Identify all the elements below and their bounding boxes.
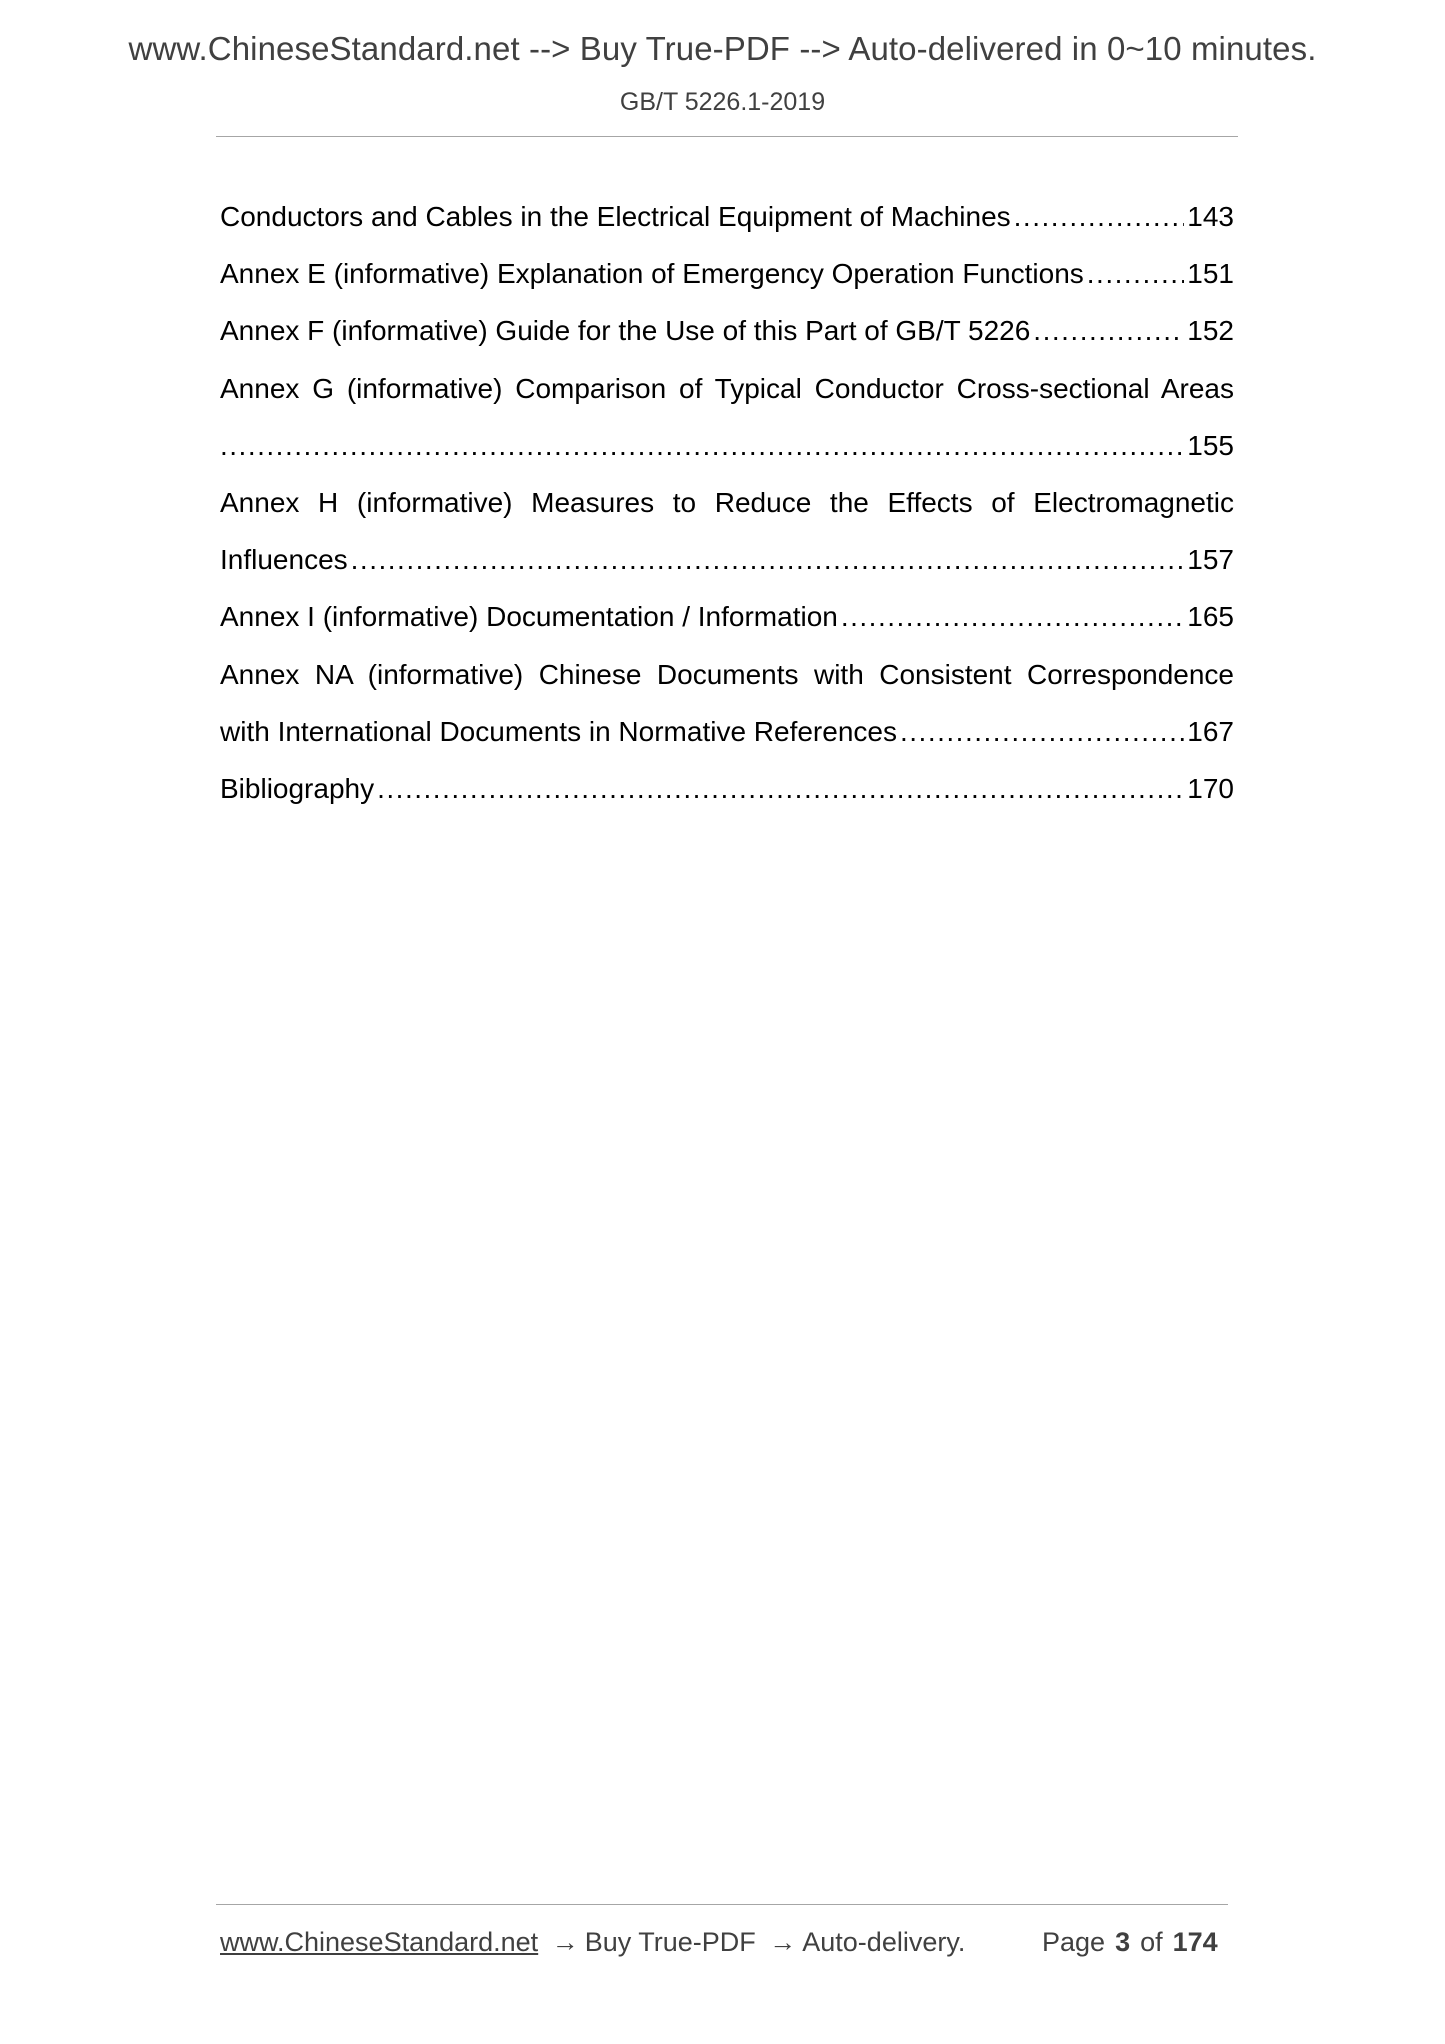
page-of: of: [1140, 1927, 1163, 1957]
toc-entry-title: Annex F (informative) Guide for the Use of this Part of GB/T 5226: [220, 315, 1031, 347]
toc-dot-leader: [841, 588, 1184, 645]
footer: [220, 1927, 1232, 1958]
arrow-right-icon: →: [769, 1927, 797, 1957]
toc-entry-title: Influences: [220, 544, 348, 576]
toc-page-number: 151: [1187, 258, 1234, 290]
toc-entry[interactable]: [220, 360, 1234, 474]
toc-entry-title-line: Annex G (informative) Comparison of Typical Conductor Cross-sectional Areas: [220, 372, 1234, 404]
toc-entry-line: [220, 245, 1234, 302]
toc-entry-title: with International Documents in Normative References: [220, 715, 897, 747]
toc-entry[interactable]: [220, 646, 1234, 760]
toc-entry-title: Annex I (informative) Documentation / Information: [220, 601, 838, 633]
page-current: 3: [1115, 1927, 1131, 1957]
page-indicator: [1042, 1927, 1228, 1958]
toc-entry[interactable]: [220, 760, 1234, 817]
standard-number: GB/T 5226.1-2019: [619, 88, 826, 116]
footer-site-link[interactable]: www.ChineseStandard.net: [220, 1927, 539, 1957]
header-divider: [216, 136, 1238, 137]
toc-dot-leader: [351, 531, 1185, 588]
page-total: 174: [1172, 1927, 1218, 1957]
toc-entry-line: [220, 588, 1234, 645]
toc-dot-leader: [1087, 245, 1185, 302]
page-label: Page: [1042, 1927, 1106, 1957]
toc-entry[interactable]: [220, 188, 1234, 245]
toc-entry-line: [220, 188, 1234, 245]
toc-entry-line: [220, 531, 1234, 588]
toc-dot-leader: [220, 417, 1184, 474]
toc-dot-leader: [900, 703, 1184, 760]
toc-dot-leader: [1033, 302, 1184, 359]
header-banner: www.ChineseStandard.net --> Buy True-PDF --> Auto-delivered in 0~10 minutes.: [128, 30, 1317, 67]
toc-entry-title: Annex E (informative) Explanation of Emergency Operation Functions: [220, 258, 1084, 290]
arrow-right-icon: →: [551, 1927, 579, 1957]
table-of-contents: [220, 188, 1234, 817]
toc-entry-title: Conductors and Cables in the Electrical Equipment of Machines: [220, 201, 1011, 232]
toc-page-number: 157: [1187, 544, 1234, 576]
toc-dot-leader: [1014, 188, 1185, 245]
toc-page-number: 143: [1187, 201, 1234, 232]
toc-page-number: 152: [1187, 315, 1234, 347]
toc-page-number: 170: [1187, 773, 1234, 805]
toc-page-number: 167: [1187, 715, 1234, 747]
toc-dot-leader: [377, 760, 1184, 817]
toc-entry-title: Bibliography: [220, 773, 375, 805]
toc-entry[interactable]: [220, 302, 1234, 359]
footer-divider: [216, 1904, 1228, 1905]
toc-entry-title-line: Annex NA (informative) Chinese Documents with Consistent Correspondence: [220, 658, 1234, 690]
toc-entry[interactable]: [220, 474, 1234, 588]
toc-entry-line: [220, 703, 1234, 760]
toc-entry[interactable]: [220, 588, 1234, 645]
toc-entry-line: [220, 417, 1234, 474]
toc-entry-line: [220, 760, 1234, 817]
toc-page-number: 165: [1187, 601, 1234, 633]
footer-delivery-text: Auto-delivery.: [802, 1927, 966, 1957]
toc-entry-title-line: Annex H (informative) Measures to Reduce the Effects of Electromagnetic: [220, 487, 1234, 519]
toc-page-number: 155: [1187, 429, 1234, 461]
footer-buy-text: Buy True-PDF: [584, 1927, 756, 1957]
toc-entry-line: [220, 302, 1234, 359]
toc-entry[interactable]: [220, 245, 1234, 302]
